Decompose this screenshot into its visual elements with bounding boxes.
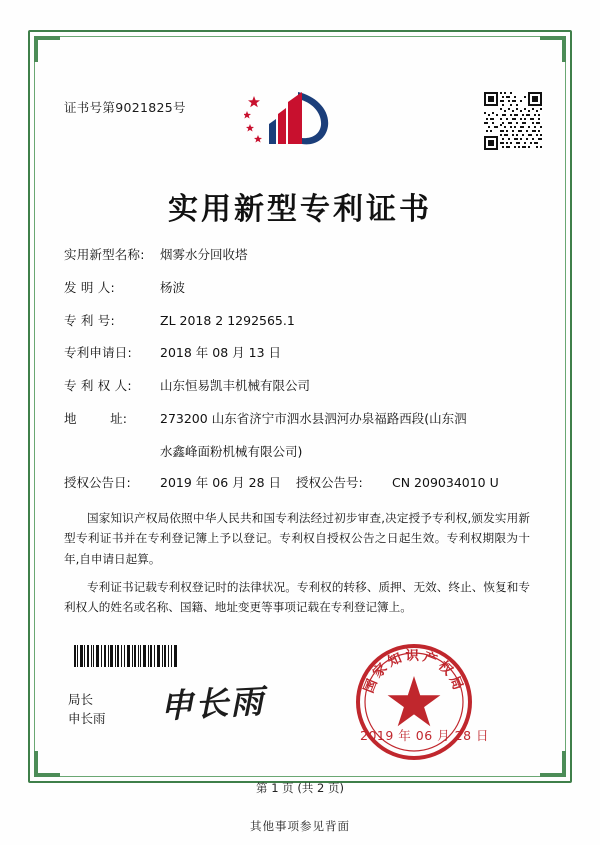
field-value: 杨波 xyxy=(160,279,186,295)
svg-text:国家知识产权局: 国家知识产权局 xyxy=(360,647,468,696)
border-corner-bottom-right xyxy=(540,751,566,777)
field-label: 发 明 人: xyxy=(64,279,115,295)
field-label: 地 址: xyxy=(64,410,128,426)
border-corner-top-left xyxy=(34,36,60,62)
field-row-inventor xyxy=(64,279,536,298)
field-row-address xyxy=(64,410,536,429)
field-row-grant xyxy=(64,474,536,493)
page-footer: 第 1 页 (共 2 页) xyxy=(256,781,344,795)
qr-code xyxy=(484,92,542,150)
cnipa-logo-icon xyxy=(244,88,340,150)
field-row-utility-model-name xyxy=(64,246,536,265)
page-title: 实用新型专利证书 xyxy=(168,192,432,227)
field-value: CN 209034010 U xyxy=(392,475,499,491)
field-value-address-line2: 水鑫峰面粉机械有限公司) xyxy=(160,443,303,459)
official-seal xyxy=(352,640,476,764)
field-row-patentee xyxy=(64,377,536,396)
field-label: 专 利 号: xyxy=(64,312,115,328)
field-row-patent-number xyxy=(64,312,536,331)
grant-date-group xyxy=(64,474,296,493)
field-value: 山东恒易凯丰机械有限公司 xyxy=(160,378,311,393)
field-value: ZL 2018 2 1292565.1 xyxy=(160,312,295,328)
field-value: 273200 山东省济宁市泗水县泗河办泉福路西段(山东泗 xyxy=(160,410,467,426)
field-list xyxy=(64,246,536,507)
border-corner-top-right xyxy=(540,36,566,62)
handwritten-signature: 申长雨 xyxy=(159,681,267,726)
certificate-number: 证书号第9021825号 xyxy=(64,100,186,115)
field-label: 专 利 权 人: xyxy=(64,378,132,393)
signature-title-line2: 申长雨 xyxy=(68,711,106,727)
seal-date: 2019 年 06 月 28 日 xyxy=(360,728,489,743)
field-value: 2019 年 06 月 28 日 xyxy=(160,475,281,491)
field-label: 专利申请日: xyxy=(64,345,132,361)
field-label: 授权公告号: xyxy=(296,475,363,491)
back-side-note: 其他事项参见背面 xyxy=(250,819,350,833)
field-value: 2018 年 08 月 13 日 xyxy=(160,345,281,361)
signature-title-line1: 局长 xyxy=(68,692,94,707)
field-label: 授权公告日: xyxy=(64,475,131,491)
field-row-application-date xyxy=(64,344,536,363)
legal-text-block xyxy=(64,508,530,625)
barcode xyxy=(74,645,178,667)
legal-paragraph-2: 专利证书记载专利权登记时的法律状况。专利权的转移、质押、无效、终止、恢复和专利权人的姓名或名称、国籍、地址变更等事项记载在专利登记簿上。 xyxy=(64,579,530,615)
legal-paragraph-1: 国家知识产权局依照中华人民共和国专利法经过初步审查,决定授予专利权,颁发实用新型专利证书并在专利登记簿上予以登记。专利权自授权公告之日起生效。专利权期限为十年,自申请日起算。 xyxy=(64,511,530,566)
field-label: 实用新型名称: xyxy=(64,247,145,262)
field-value: 烟雾水分回收塔 xyxy=(160,247,248,262)
border-corner-bottom-left xyxy=(34,751,60,777)
grant-number-group xyxy=(296,474,536,493)
signature-title xyxy=(68,690,106,729)
